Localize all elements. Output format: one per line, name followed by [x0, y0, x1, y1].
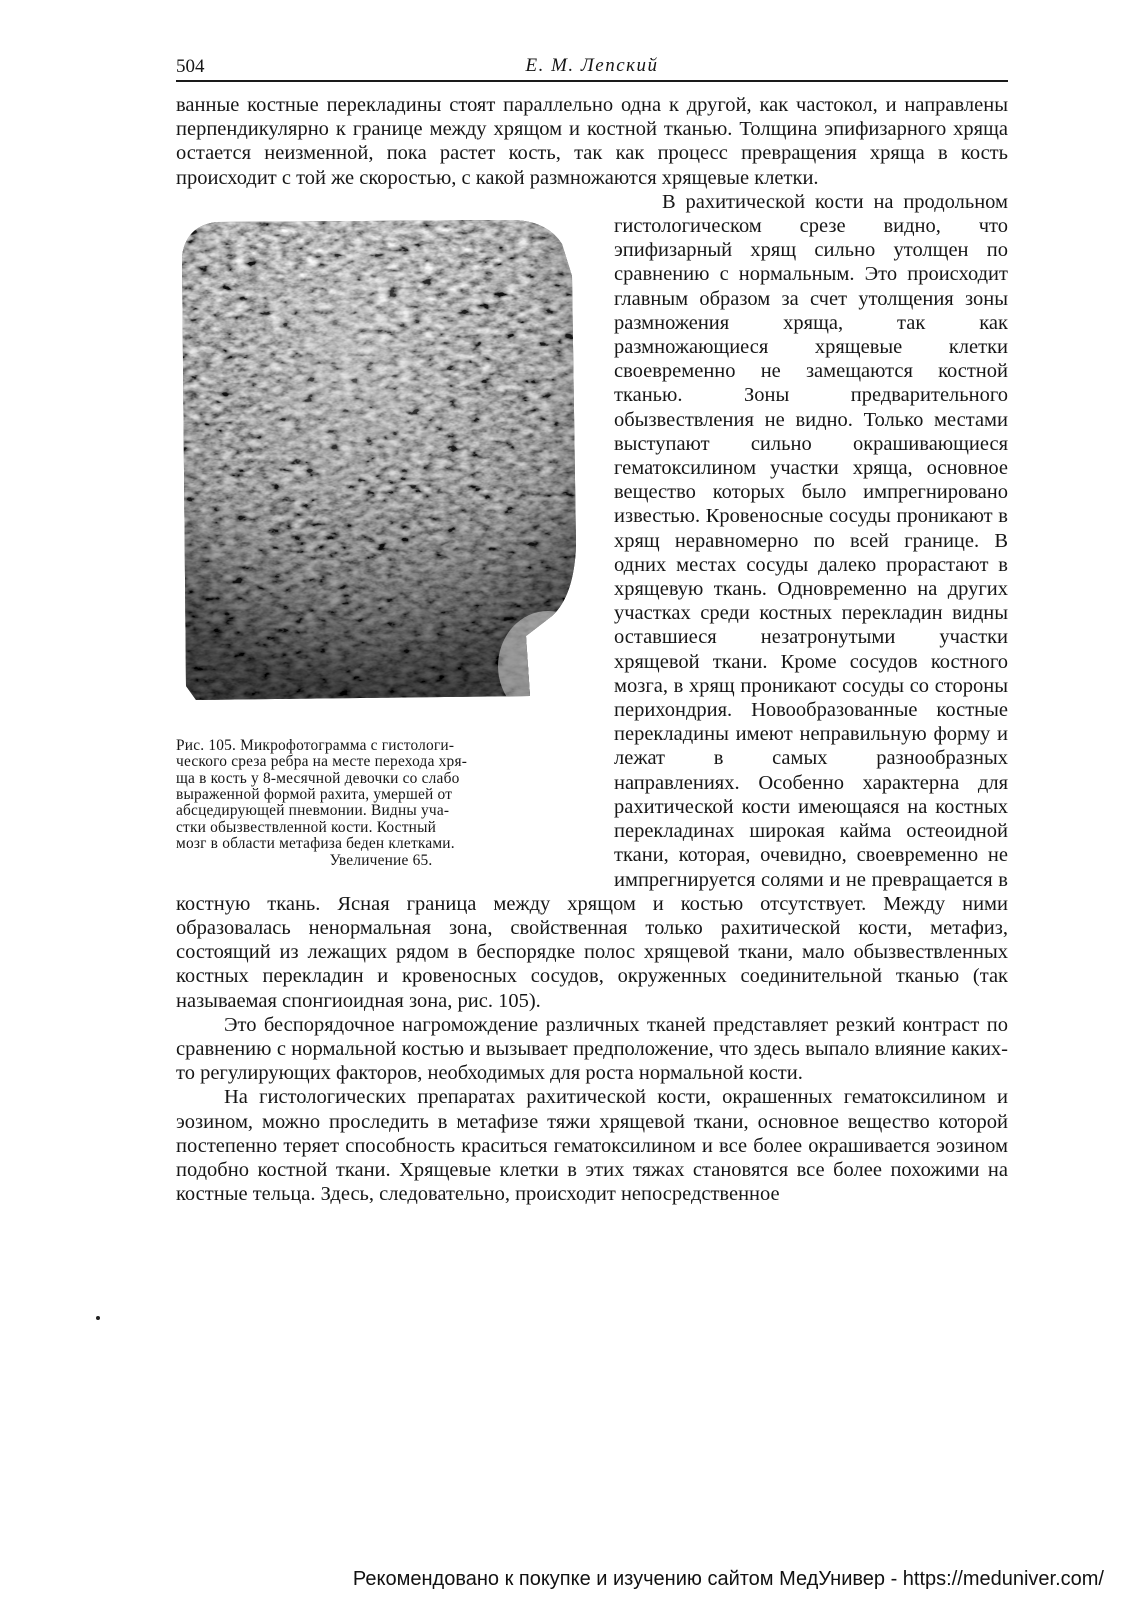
caption-line: ща в кость у 8-месячной девочки со слабо — [176, 769, 460, 787]
figure-magnification: Увеличение 65. — [329, 851, 433, 869]
caption-line: стки обызвествленной кости. Костный — [176, 818, 437, 836]
paragraph-continuation: ванные костные перекладины стоят параллельно одна к другой, как частокол, и направлены перпендикулярно к границе между хрящом и костной тканью. Толщина эпифизарного хряща остается неизменной, пока растет кость, так как процесс превращения хряща в кость происходит с той же скоростью, с какой размножаются хрящевые клетки. — [176, 94, 1008, 189]
caption-line: Рис. 105. Микрофотограмма с гистологи- — [176, 736, 455, 754]
caption-line: выраженной формой рахита, умершей от — [176, 786, 453, 804]
article-body — [176, 93, 1008, 1206]
micrograph-image — [176, 216, 586, 712]
scan-speck — [96, 1316, 100, 1320]
paragraph-histology: На гистологических препаратах рахитической кости, окрашенных гематоксилином и эозином, можно проследить в метафизе тяжи хрящевой ткани, основное вещество которой постепенно теряет способность краситься гематоксилином и все более окрашивается эозином подобно костной ткани. Хрящевые клетки в этих тяжах становятся все более похожими на костные тельца. Здесь, следовательно, происходит непосредственное — [176, 1086, 1008, 1206]
footer-recommendation: Рекомендовано к покупке и изучению сайтом МедУнивер - https://meduniver.com/ — [352, 1568, 1104, 1590]
running-title: Е. М. Лепский — [525, 55, 659, 76]
figure-caption — [176, 738, 594, 869]
figure-105 — [176, 216, 594, 869]
page-header — [176, 50, 1008, 82]
caption-line: ческого среза ребра на месте перехода хря- — [176, 753, 468, 771]
caption-line: абсцедирующей пневмонии. Видны уча- — [176, 802, 450, 820]
page-number: 504 — [176, 56, 205, 77]
paragraph-rickets-section: В рахитической кости на продольном гистологическом срезе видно, что эпифизарный хрящ сильно утолщен по сравнению с нормальным. Это происходит главным образом за счет утолщения зоны размножения хряща, так как размножающиеся хрящевые клетки своевременно не замещаются костной тканью. Зоны предварительного обызвествления не видно. Только местами выступают сильно окрашивающиеся гематоксилином участки хряща, основное вещество которых было импрегнировано известью. Кровеносные сосуды проникают в хрящ неравномерно по всей границе. В одних местах сосуды далеко прорастают в хрящевую ткань. Одновременно на других участках среди костных перекладин видны оставшиеся незатронутыми участки хрящевой ткани. Кроме сосудов костного мозга, в хрящ проникают сосуды со стороны перихондрия. Новообразованные костные перекладины имеют неправильную форму и лежат в самых разнообразных направлениях. Особенно характерна для рахитической кости имеющаяся на костных перекладинах широкая кайма остеоидной ткани, которая, очевидно, своевременно не импрегнируется солями и не превращается в костную ткань. Ясная граница между хрящом и костью отсутствует. Между ними образовалась ненормальная зона, свойственная только рахитической кости, метафиз, состоящий из лежащих рядом в беспорядке полос хрящевой ткани, мало обызвествленных костных перекладин и кровеносных сосудов, окруженных соединительной тканью (так называемая спонгиоидная зона, рис. 105). — [176, 190, 1008, 1012]
paragraph-contrast: Это беспорядочное нагромождение различных тканей представляет резкий контраст по сравнению с нормальной костью и вызывает предположение, что здесь выпало влияние каких-то регулирующих факторов, необходимых для роста нормальной кости. — [176, 1013, 1008, 1085]
caption-line: мозг в области метафиза беден клетками. — [176, 835, 455, 853]
